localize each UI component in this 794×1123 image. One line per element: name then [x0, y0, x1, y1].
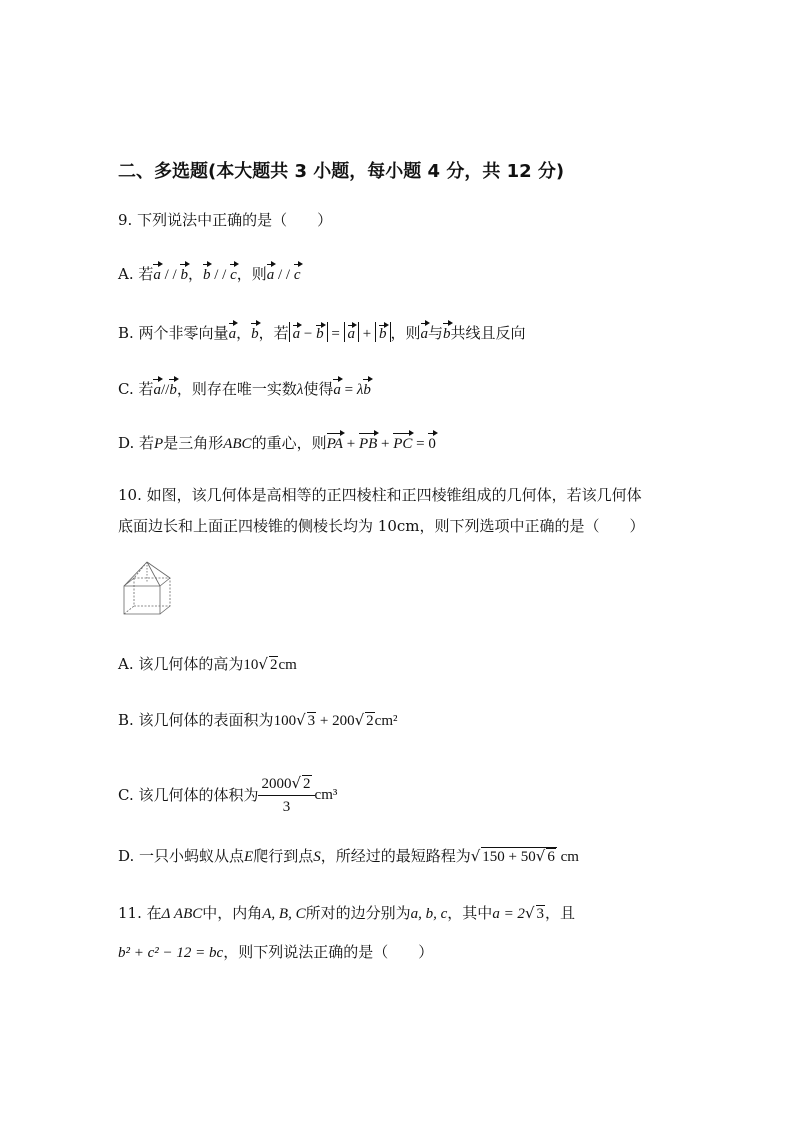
q10-option-d: D. 一只小蚂蚁从点E爬行到点S，所经过的最短路程为√ 150 + 50√ 6 cm: [118, 847, 579, 865]
q10-option-b: B. 该几何体的表面积为100√ 3 + 200√ 2cm²: [118, 711, 398, 729]
q9-option-b: B. 两个非零向量a，b，若 a − b = a + b ，则a与b共线且反向: [118, 320, 526, 344]
q10-option-a: A. 该几何体的高为10√ 2cm: [118, 655, 297, 673]
q9-option-c: C. 若a//b，则存在唯一实数λ使得a = λb: [118, 376, 371, 400]
q10-option-c: C. 该几何体的体积为 $\frac{2000√ 2}{3}$ cm³: [118, 774, 338, 815]
q10-line1: 10. 如图，该几何体是高相等的正四棱柱和正四棱锥组成的几何体，若该几何体: [118, 486, 642, 504]
q9-option-a: A. 若a / / b，b / / c，则a / / c: [118, 261, 301, 285]
section-title: 二、多选题(本大题共 3 小题，每小题 4 分，共 12 分): [118, 161, 565, 182]
q10-line2: 底面边长和上面正四棱锥的侧棱长均为 10cm，则下列选项中正确的是（ ）: [118, 517, 645, 535]
geometry-figure: [118, 558, 180, 620]
q11-line2: b² + c² − 12 = bc，则下列说法正确的是（ ）: [118, 943, 434, 961]
q9-stem: 9. 下列说法中正确的是（ ）: [118, 211, 333, 229]
q9-option-d: D. 若P是三角形ABC的重心，则PA + PB + PC = 0: [118, 430, 436, 454]
q11-line1: 11. 在Δ ABC中，内角A, B, C所对的边分别为a, b, c，其中a = 2√ 3，且: [118, 904, 576, 922]
